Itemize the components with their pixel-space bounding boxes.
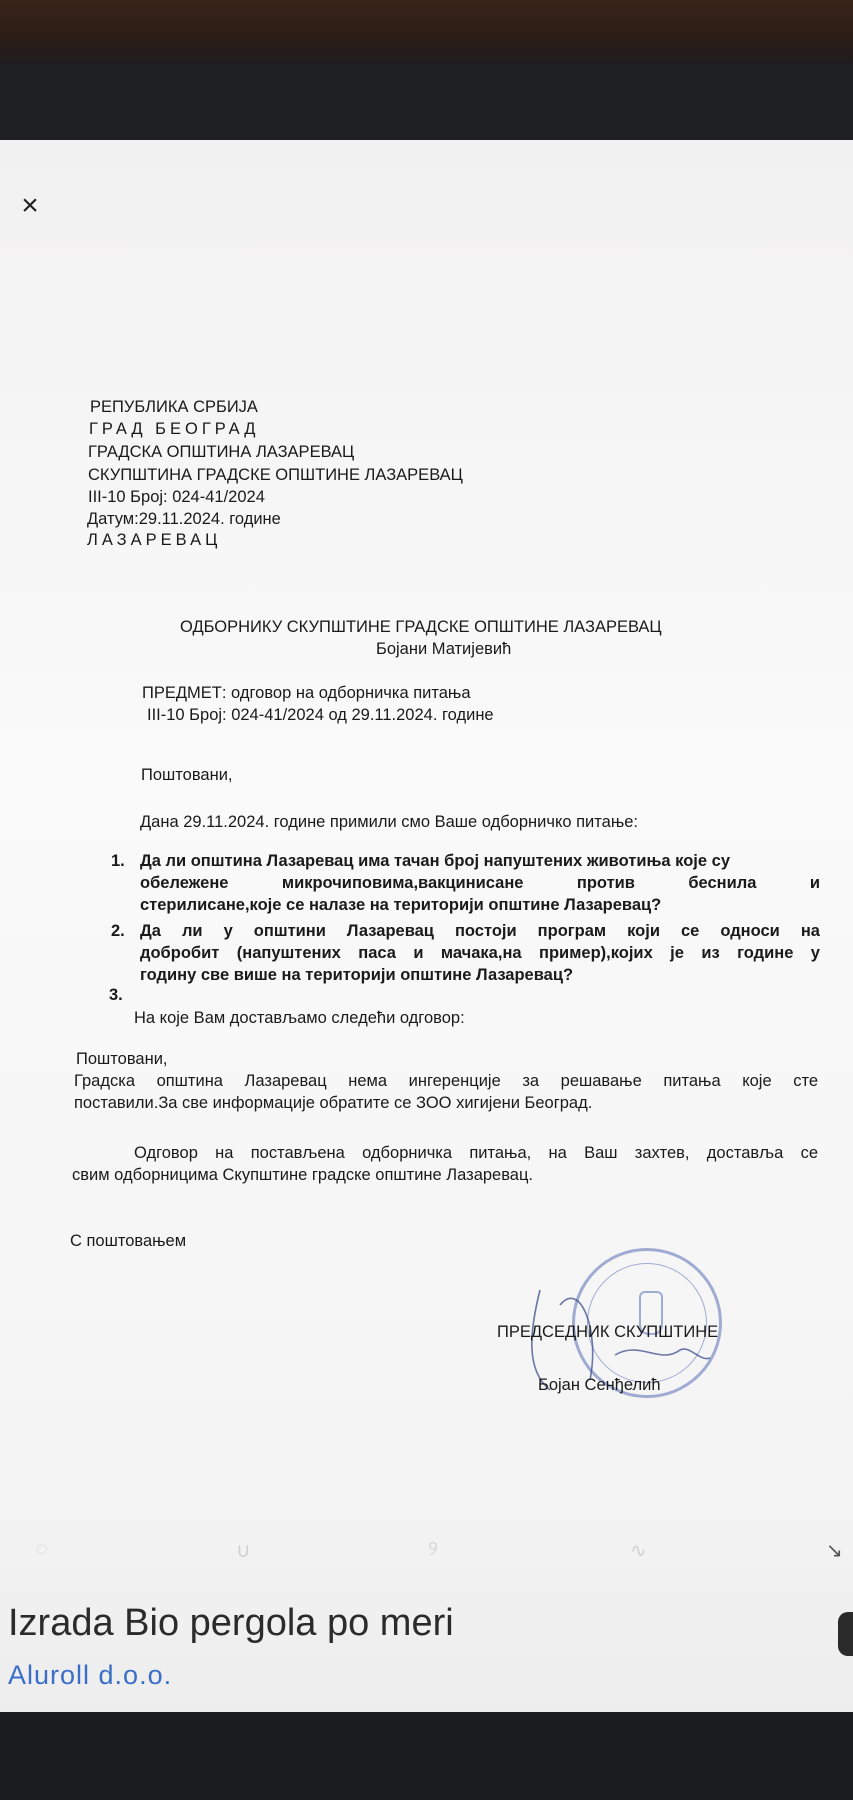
header-line-republic: РЕПУБЛИКА СРБИЈА [90,398,258,416]
question-1-number: 1. [111,852,125,870]
header-line-number: III-10 Број: 024-41/2024 [88,488,265,506]
subject-line: ПРЕДМЕТ: одговор на одборничка питања [142,684,471,702]
ad-side-tab[interactable] [838,1612,853,1656]
header-line-assembly: СКУПШТИНА ГРАДСКЕ ОПШТИНЕ ЛАЗАРЕВАЦ [88,466,463,484]
faded-toolbar [0,1538,853,1562]
close-icon[interactable]: × [21,189,39,222]
cup-icon[interactable]: ∪ [236,1540,251,1562]
question-2-line-2: добробит (напуштених паса и мачака,на пример),којих је из године у [140,944,820,962]
header-line-place: ЛАЗАРЕВАЦ [87,531,222,549]
arrow-icon[interactable]: ↘ [826,1540,843,1562]
answer-greeting: Поштовани, [76,1050,168,1068]
wave-icon[interactable]: ∿ [630,1540,647,1562]
header-line-city: ГРАД БЕОГРАД [89,420,260,438]
question-1-line-2: обележене микрочиповима,вакцинисане против беснила и [140,874,820,892]
addressee-title: ОДБОРНИКУ СКУПШТИНЕ ГРАДСКЕ ОПШТИНЕ ЛАЗАРЕВАЦ [180,618,662,636]
question-2-line-3: годину све више на територији општине Лазаревац? [140,966,574,984]
ad-company[interactable]: Aluroll d.o.o. [8,1660,173,1690]
question-3-number: 3. [109,986,123,1004]
subject-reference: III-10 Број: 024-41/2024 од 29.11.2024. године [147,706,494,724]
intro-text: Дана 29.11.2024. године примили смо Ваше одборничко питање: [140,813,638,831]
swirl-icon[interactable]: ୨ [428,1538,438,1560]
answer-line-2: поставили.За све информације обратите се ЗОО хигијени Београд. [74,1094,593,1112]
question-1-line-3: стерилисане,које се налазе на територији општине Лазаревац? [140,896,662,914]
header-line-date: Датум:29.11.2024. године [87,510,281,528]
signature-name: Бојан Сенђелић [538,1376,661,1394]
header-line-municipality: ГРАДСКА ОПШТИНА ЛАЗАРЕВАЦ [88,443,355,461]
question-2-number: 2. [111,922,125,940]
question-1-line-1: Да ли општина Лазаревац има тачан број напуштених животиња које су [140,852,731,870]
greeting: Поштовани, [141,766,233,784]
regards: С поштовањем [70,1232,187,1250]
closing-line-1: Одговор на постављена одборничка питања, на Ваш захтев, доставља се [134,1144,818,1162]
answer-intro: На које Вам достављамо следећи одговор: [134,1009,465,1027]
closing-line-2: свим одборницима Скупштине градске општине Лазаревац. [72,1166,534,1184]
addressee-name: Бојани Матијевић [376,640,512,658]
device-bezel-bottom [0,1712,853,1800]
question-2-line-1: Да ли у општини Лазаревац постоји програм који се односи на [140,922,820,940]
signature-title: ПРЕДСЕДНИК СКУПШТИНЕ [497,1323,719,1341]
answer-line-1: Градска општина Лазаревац нема ингеренције за решавање питања које сте [74,1072,818,1090]
ad-title[interactable]: Izrada Bio pergola po meri [8,1602,454,1644]
circle-icon[interactable]: ◌ [36,1538,48,1560]
